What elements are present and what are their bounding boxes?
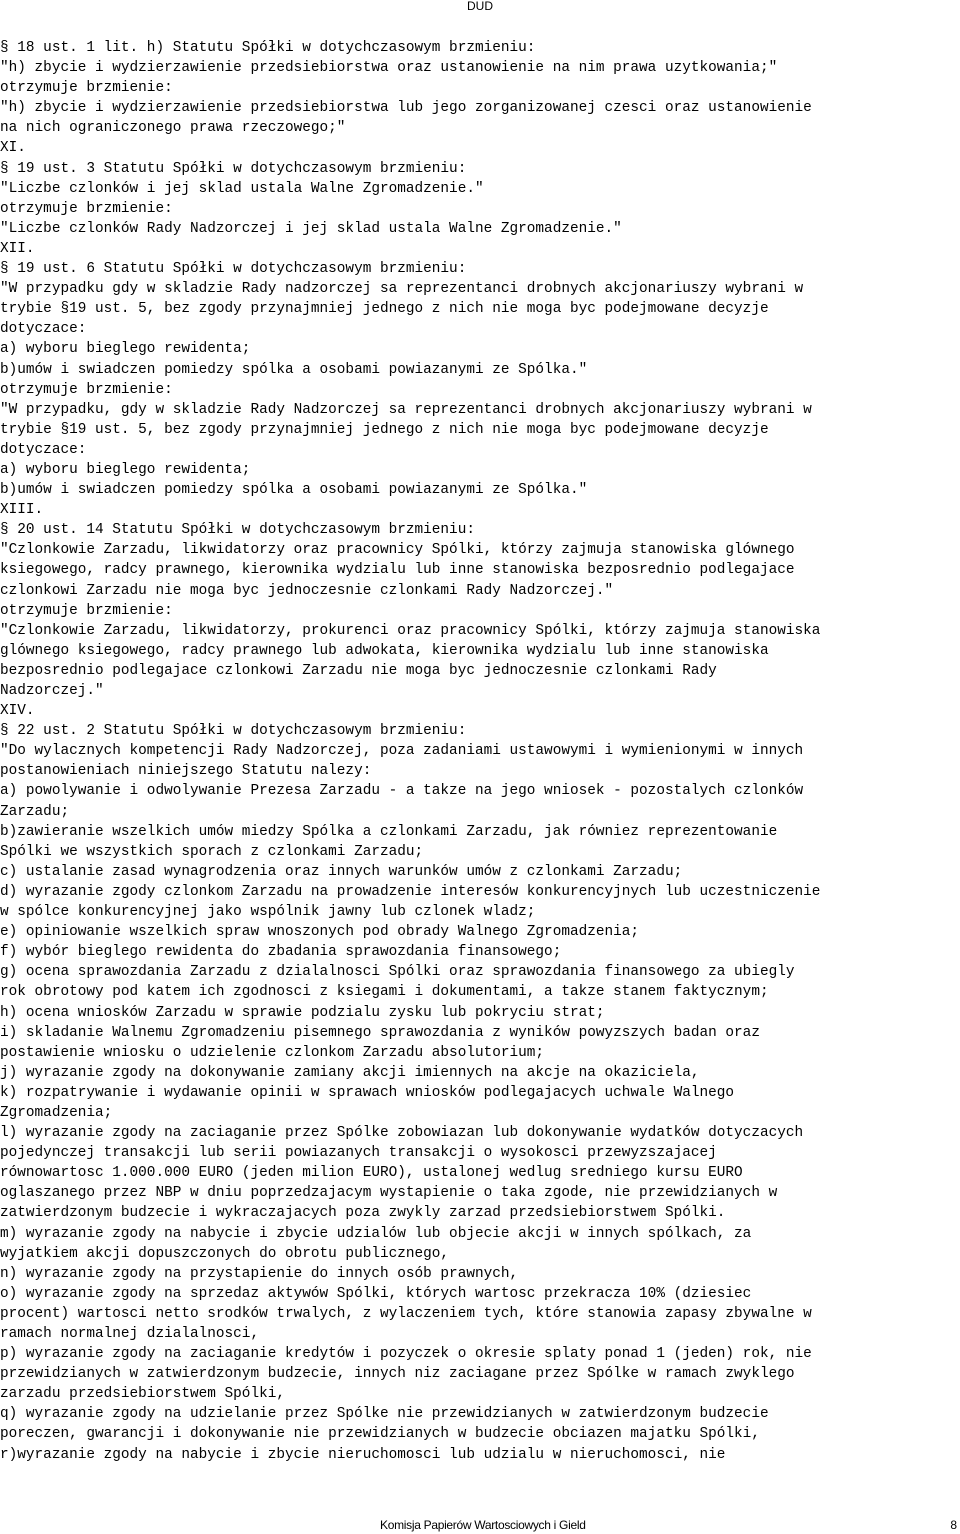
document-line: n) wyrazanie zgody na przystapienie do innych osób prawnych,	[0, 1265, 519, 1282]
document-line: otrzymuje brzmienie:	[0, 381, 173, 398]
document-line: a) wyboru bieglego rewidenta;	[0, 341, 251, 358]
page-footer	[0, 1518, 960, 1532]
document-line: e) opiniowanie wszelkich spraw wnoszonych pod obrady Walnego Zgromadzenia;	[0, 924, 640, 941]
document-line: § 19 ust. 3 Statutu Spółki w dotychczasowym brzmieniu:	[0, 160, 467, 177]
document-line: zatwierdzonym budzecie i wykraczajacych poza zwykly zarzad przedsiebiorstwem Spólki.	[0, 1205, 726, 1222]
document-line: l) wyrazanie zgody na zaciaganie przez Spólke zobowiazan lub dokonywanie wydatków dotyczacych	[0, 1125, 804, 1142]
document-line: procent) wartosci netto srodków trwalych, z wylaczeniem tych, które stanowia zapasy zbywalne w	[0, 1305, 812, 1322]
document-line: r)wyrazanie zgody na nabycie i zbycie nieruchomosci lub udzialu w nieruchomosci, nie	[0, 1446, 726, 1463]
document-line: postanowieniach niniejszego Statutu nalezy:	[0, 763, 372, 780]
document-line: XIII.	[0, 502, 44, 519]
document-line: zarzadu przedsiebiorstwem Spólki,	[0, 1386, 285, 1403]
document-line: bezposrednio podlegajace czlonkowi Zarzadu nie moga byc jednoczesnie czlonkami Rady	[0, 662, 717, 679]
document-line: wyjatkiem akcji dopuszczonych do obrotu publicznego,	[0, 1245, 450, 1262]
document-line: Zarzadu;	[0, 803, 70, 820]
document-line: XII.	[0, 240, 35, 257]
footer-publisher: Komisja Papierów Wartosciowych i Gield	[380, 1518, 586, 1532]
document-line: otrzymuje brzmienie:	[0, 602, 173, 619]
document-line: "Do wylacznych kompetencji Rady Nadzorczej, poza zadaniami ustawowymi i wymienionymi w innych	[0, 743, 804, 760]
document-line: przewidzianych w zatwierdzonym budzecie, innych niz zaciagane przez Spólke w ramach zwyklego	[0, 1366, 795, 1383]
document-line: ksiegowego, radcy prawnego, kierownika wydzialu lub inne stanowiska bezposrednio podlegajace	[0, 562, 795, 579]
page-number: 8	[950, 1518, 957, 1532]
document-line: Zgromadzenia;	[0, 1104, 113, 1121]
document-line: k) rozpatrywanie i wydawanie opinii w sprawach wniosków podlegajacych uchwale Walnego	[0, 1084, 735, 1101]
document-line: trybie §19 ust. 5, bez zgody przynajmniej jednego z nich nie moga byc podejmowane decyzje	[0, 301, 769, 318]
document-line: na nich ograniczonego prawa rzeczowego;"	[0, 120, 346, 137]
document-line: c) ustalanie zasad wynagrodzenia oraz innych warunków umów z czlonkami Zarzadu;	[0, 863, 683, 880]
document-line: m) wyrazanie zgody na nabycie i zbycie udzialów lub objecie akcji w innych spólkach, za	[0, 1225, 752, 1242]
document-line: pojedynczej transakcji lub serii powiazanych transakcji o wysokosci przewyzszajacej	[0, 1145, 717, 1162]
document-line: postawienie wniosku o udzielenie czlonkom Zarzadu absolutorium;	[0, 1044, 545, 1061]
document-line: w spólce konkurencyjnej jako wspólnik jawny lub czlonek wladz;	[0, 904, 536, 921]
document-line: b)zawieranie wszelkich umów miedzy Spólka a czlonkami Zarzadu, jak równiez reprezentowanie	[0, 823, 778, 840]
document-line: oglaszanego przez NBP w dniu poprzedzajacym wystapienie o taka zgode, nie przewidzianych w	[0, 1185, 778, 1202]
document-line: a) wyboru bieglego rewidenta;	[0, 461, 251, 478]
document-line: dotyczace:	[0, 321, 87, 338]
document-line: q) wyrazanie zgody na udzielanie przez Spólke nie przewidzianych w zatwierdzonym budzecie	[0, 1406, 769, 1423]
document-line: "Czlonkowie Zarzadu, likwidatorzy oraz pracownicy Spólki, którzy zajmuja stanowiska glównego	[0, 542, 795, 559]
document-line: "h) zbycie i wydzierzawienie przedsiebiorstwa oraz ustanowienie na nim prawa uzytkowania;"	[0, 60, 778, 77]
page-header-title: DUD	[467, 0, 493, 13]
document-line: rok obrotowy pod katem ich zgodnosci z ksiegami i dokumentami, a takze stanem faktycznym;	[0, 984, 769, 1001]
document-line: o) wyrazanie zgody na sprzedaz aktywów Spólki, których wartosc przekracza 10% (dziesiec	[0, 1285, 752, 1302]
document-line: g) ocena sprawozdania Zarzadu z dzialalnosci Spólki oraz sprawozdania finansowego za ubiegly	[0, 964, 795, 981]
document-line: poreczen, gwarancji i dokonywanie nie przewidzianych w budzecie obciazen majatku Spólki,	[0, 1426, 760, 1443]
document-line: f) wybór bieglego rewidenta do zbadania sprawozdania finansowego;	[0, 944, 562, 961]
document-line: h) ocena wniosków Zarzadu w sprawie podzialu zysku lub pokryciu strat;	[0, 1004, 605, 1021]
document-line: j) wyrazanie zgody na dokonywanie zamiany akcji imiennych na akcje na okaziciela,	[0, 1064, 700, 1081]
document-line: § 22 ust. 2 Statutu Spółki w dotychczasowym brzmieniu:	[0, 723, 467, 740]
document-line: b)umów i swiadczen pomiedzy spólka a osobami powiazanymi ze Spólka."	[0, 361, 588, 378]
document-line: Nadzorczej."	[0, 683, 104, 699]
document-line: § 19 ust. 6 Statutu Spółki w dotychczasowym brzmieniu:	[0, 261, 467, 278]
document-line: a) powolywanie i odwolywanie Prezesa Zarzadu - a takze na jego wniosek - pozostalych czlonków	[0, 783, 804, 800]
document-line: równowartosc 1.000.000 EURO (jeden milion EURO), ustalonej wedlug sredniego kursu EURO	[0, 1165, 743, 1182]
document-line: "Liczbe czlonków i jej sklad ustala Walne Zgromadzenie."	[0, 180, 484, 197]
document-line: b)umów i swiadczen pomiedzy spólka a osobami powiazanymi ze Spólka."	[0, 482, 588, 499]
document-line: XIV.	[0, 703, 35, 720]
document-line: § 18 ust. 1 lit. h) Statutu Spółki w dotychczasowym brzmieniu:	[0, 40, 536, 56]
document-line: "Liczbe czlonków Rady Nadzorczej i jej sklad ustala Walne Zgromadzenie."	[0, 220, 622, 237]
document-line: "h) zbycie i wydzierzawienie przedsiebiorstwa lub jego zorganizowanej czesci oraz ustanowienie	[0, 100, 812, 117]
document-line: "W przypadku, gdy w skladzie Rady Nadzorczej sa reprezentanci drobnych akcjonariuszy wybrani w	[0, 401, 812, 418]
document-line: otrzymuje brzmienie:	[0, 80, 173, 97]
document-line: XI.	[0, 140, 26, 157]
document-line: trybie §19 ust. 5, bez zgody przynajmniej jednego z nich nie moga byc podejmowane decyzje	[0, 421, 769, 438]
document-line: dotyczace:	[0, 441, 87, 458]
document-line: ramach normalnej dzialalnosci,	[0, 1326, 260, 1342]
document-line: "W przypadku gdy w skladzie Rady nadzorczej sa reprezentanci drobnych akcjonariuszy wybrani w	[0, 281, 804, 298]
document-line: p) wyrazanie zgody na zaciaganie kredytów i pozyczek o okresie splaty ponad 1 (jeden) rok, nie	[0, 1346, 812, 1363]
document-line: "Czlonkowie Zarzadu, likwidatorzy, prokurenci oraz pracownicy Spólki, którzy zajmuja stanowiska	[0, 622, 821, 639]
document-line: czlonkowi Zarzadu nie moga byc jednoczesnie czlonkami Rady Nadzorczej."	[0, 582, 614, 599]
document-body	[0, 38, 960, 1465]
document-line: Spólki we wszystkich sporach z czlonkami Zarzadu;	[0, 843, 424, 860]
document-line: otrzymuje brzmienie:	[0, 200, 173, 217]
document-line: d) wyrazanie zgody czlonkom Zarzadu na prowadzenie interesów konkurencyjnych lub uczestniczenie	[0, 883, 821, 900]
document-line: glównego ksiegowego, radcy prawnego lub adwokata, kierownika wydzialu lub inne stanowiska	[0, 642, 769, 659]
document-line: i) skladanie Walnemu Zgromadzeniu pisemnego sprawozdania z wyników powyzszych badan oraz	[0, 1024, 760, 1041]
document-line: § 20 ust. 14 Statutu Spółki w dotychczasowym brzmieniu:	[0, 522, 475, 539]
